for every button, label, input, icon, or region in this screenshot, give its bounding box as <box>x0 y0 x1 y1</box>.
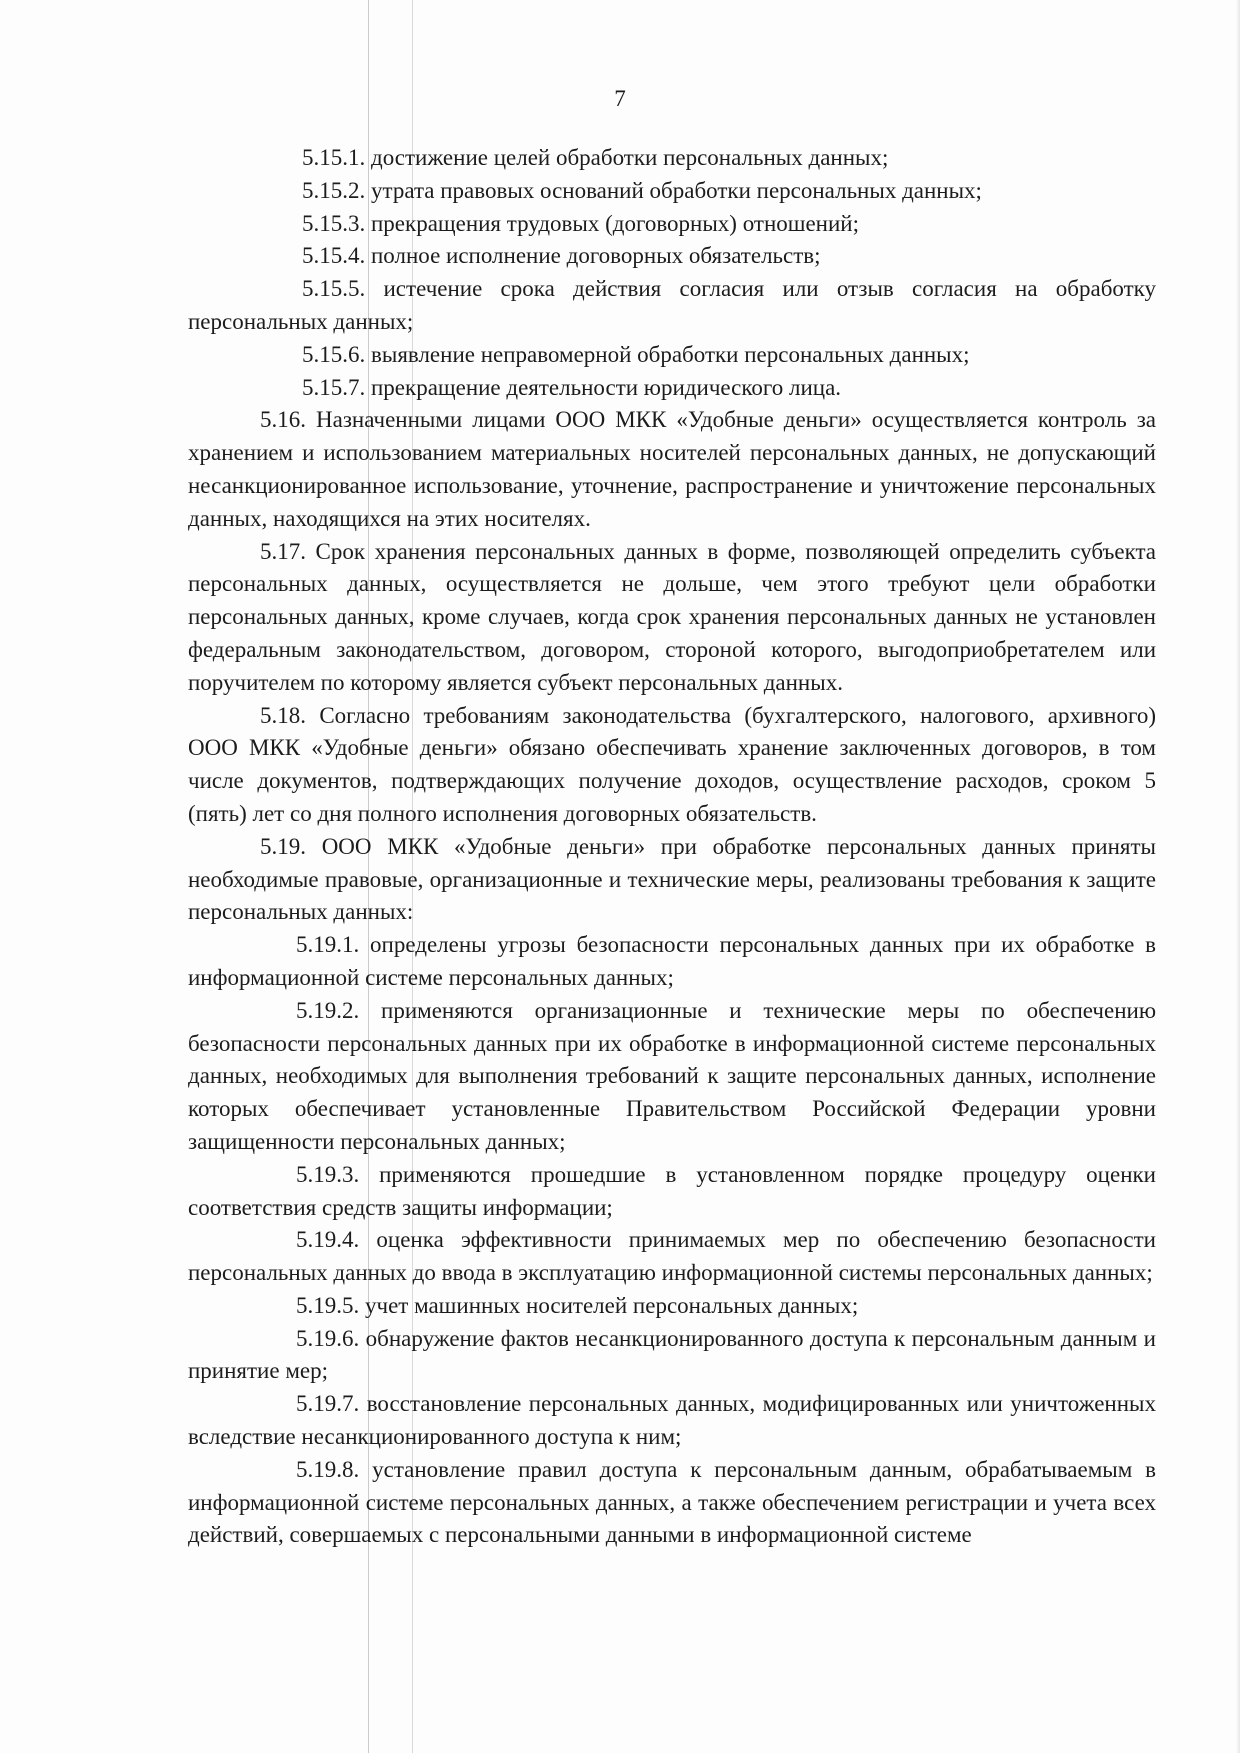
clause-5-19-2: 5.19.2. применяются организационные и технические меры по обеспечению безопасности персональных данных при их обработке в информационной системе персональных данных, необходимых для выполнения требований к защите персональных данных, исполнение которых обеспечивает установленные Правительством Российской Федерации уровни защищенности персональных данных; <box>188 997 1156 1154</box>
clause-5-15-3: 5.15.3. прекращения трудовых (договорных) отношений; <box>302 210 859 236</box>
clause-5-15-5: 5.15.5. истечение срока действия согласия или отзыв согласия на обработку персональных данных; <box>188 276 1156 334</box>
clause-5-19-1: 5.19.1. определены угрозы безопасности персональных данных при их обработке в информационной системе персональных данных; <box>188 932 1156 990</box>
clause-5-15-4: 5.15.4. полное исполнение договорных обязательств; <box>302 243 821 269</box>
page-number: 7 <box>614 86 626 111</box>
clause-5-19-6: 5.19.6. обнаружение фактов несанкционированного доступа к персональным данным и принятие мер; <box>188 1325 1156 1384</box>
clause-5-19-8: 5.19.8. установление правил доступа к персональным данным, обрабатываемым в информационной системе персональных данных, а также обеспечением регистрации и учета всех действий, совершаемых с персональными данными в информационной системе <box>188 1456 1156 1548</box>
clause-5-15-7: 5.15.7. прекращение деятельности юридического лица. <box>302 374 842 400</box>
clause-5-19-5: 5.19.5. учет машинных носителей персональных данных; <box>296 1292 859 1318</box>
clause-5-16: 5.16. Назначенными лицами ООО МКК «Удобные деньги» осуществляется контроль за хранением и использованием материальных носителей персональных данных, не допускающий несанкционированное использование, уточнение, распространение и уничтожение персональных данных, находящихся на этих носителях. <box>188 407 1156 531</box>
clause-5-17: 5.17. Срок хранения персональных данных в форме, позволяющей определить субъекта персональных данных, осуществляется не дольше, чем этого требуют цели обработки персональных данных, кроме случаев, когда срок хранения персональных данных не установлен федеральным законодательством, договором, стороной которого, выгодоприобретателем или поручителем по которому является субъект персональных данных. <box>188 538 1156 695</box>
document-body <box>188 142 1156 1552</box>
clause-5-18: 5.18. Согласно требованиям законодательства (бухгалтерского, налогового, архивного) ООО МКК «Удобные деньги» обязано обеспечивать хранение заключенных договоров, в том числе документов, подтверждающих получение доходов, осуществление расходов, сроком 5 (пять) лет со дня полного исполнения договорных обязательств. <box>188 702 1156 826</box>
scan-edge-shadow <box>1236 0 1240 1753</box>
clause-5-15-6: 5.15.6. выявление неправомерной обработки персональных данных; <box>302 341 970 367</box>
clause-5-15-1: 5.15.1. достижение целей обработки персональных данных; <box>302 145 889 170</box>
clause-5-19-4: 5.19.4. оценка эффективности принимаемых мер по обеспечению безопасности персональных данных до ввода в эксплуатацию информационной системы персональных данных; <box>188 1227 1156 1286</box>
clause-5-19-7: 5.19.7. восстановление персональных данных, модифицированных или уничтоженных вследствие несанкционированного доступа к ним; <box>188 1391 1156 1450</box>
clause-5-19-3: 5.19.3. применяются прошедшие в установленном порядке процедуру оценки соответствия средств защиты информации; <box>188 1161 1156 1220</box>
clause-5-19: 5.19. ООО МКК «Удобные деньги» при обработке персональных данных приняты необходимые правовые, организационные и технические меры, реализованы требования к защите персональных данных: <box>188 833 1156 925</box>
clause-5-15-2: 5.15.2. утрата правовых оснований обработки персональных данных; <box>302 177 982 203</box>
